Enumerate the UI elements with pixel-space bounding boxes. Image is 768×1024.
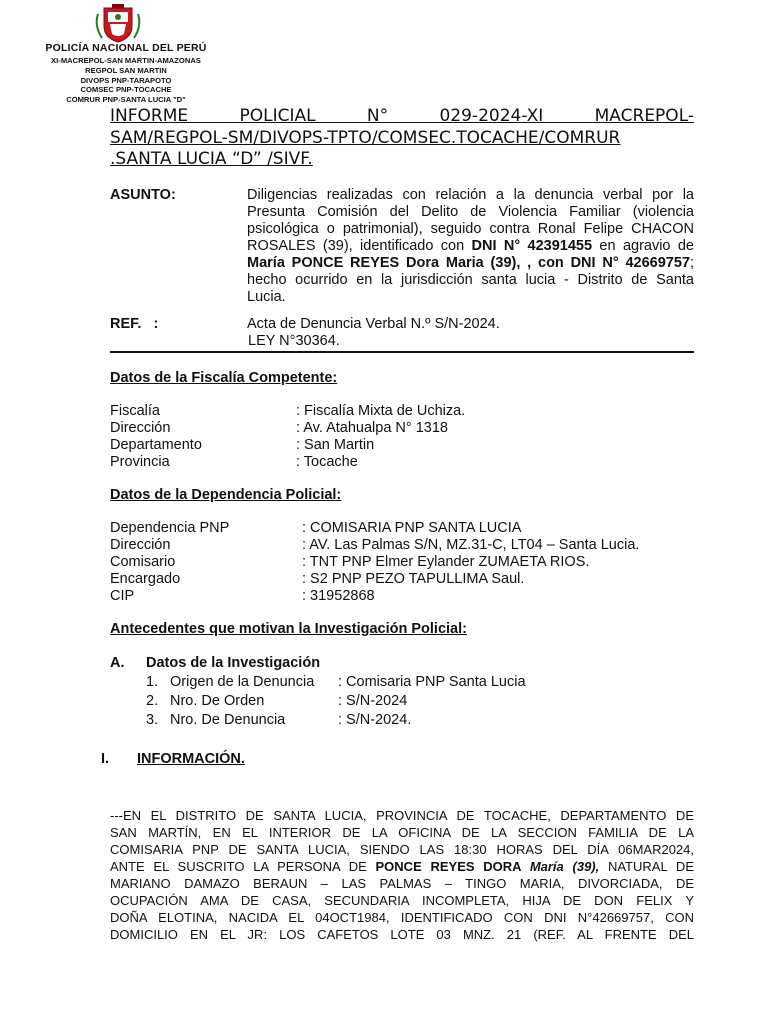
declarant-name: PONCE REYES DORA [375,859,530,874]
list-item [146,712,694,729]
unit-line: COMRUR PNP-SANTA LUCIA "D" [66,95,186,105]
item-number: 1. [146,674,159,690]
dependencia-section-title: Datos de la Dependencia Policial: [110,487,342,503]
antecedentes-section-title: Antecedentes que motivan la Investigación Policial: [110,621,467,637]
paragraph-line: DOÑA ELOTINA, NACIDA EL 04OCT1984, IDENTIFICADO CON DNI N°42669757, CON [110,910,694,925]
ref-text [247,316,694,350]
ref-line: LEY N°30364. [248,333,340,349]
fiscalia-row [110,403,670,420]
unit-line: REGPOL SAN MARTIN [85,65,167,75]
asunto-line [247,255,694,272]
report-title [110,106,694,171]
paragraph-line: ---EN EL DISTRITO DE SANTA LUCIA, PROVINCIA DE TOCACHE, DEPARTAMENTO DE [110,808,694,823]
item-key: Nro. De Orden [170,693,265,709]
row-value: : Tocache [296,454,358,470]
list-item [146,674,694,691]
asunto-text-part: ; [689,255,694,271]
item-value: : S/N-2024. [338,712,412,728]
asunto-line: Presunta Comisión del Delito de Violencia Familiar (violencia [247,204,694,220]
asunto-line: hecho ocurrido en la jurisdicción santa lucia - Distrito de Santa [247,272,694,288]
list-item [146,693,694,710]
row-value: : S2 PNP PEZO TAPULLIMA Saul. [302,571,525,587]
paragraph-line: OCUPACIÓN AMA DE CASA, SECUNDARIA INCOMPLETA, HIJA DE DON FELIX Y [110,893,694,908]
ref-line: Acta de Denuncia Verbal N.º S/N-2024. [247,316,500,332]
dependencia-row [110,554,694,571]
dependencia-row [110,571,694,588]
item-value: : S/N-2024 [338,693,408,709]
row-value: : COMISARIA PNP SANTA LUCIA [302,520,522,536]
item-number: 2. [146,693,159,709]
row-value: : 31952868 [302,588,375,604]
asunto-line: Lucia. [247,289,286,305]
asunto-text-part: ROSALES (39), identificado con [247,238,472,254]
row-value: : AV. Las Palmas S/N, MZ.31-C, LT04 – Santa Lucia. [302,537,640,553]
dependencia-row [110,520,694,537]
police-org-name: POLICÍA NACIONAL DEL PERÚ [45,42,207,54]
unit-line: XI-MACREPOL-SAN MARTIN-AMAZONAS [51,56,201,65]
dependencia-row [110,537,694,554]
asunto-line [247,238,694,255]
dependencia-table [110,520,694,605]
row-value: : TNT PNP Elmer Eylander ZUMAETA RIOS. [302,554,590,570]
row-key: Dirección [110,420,171,436]
paragraph-line: SAN MARTÍN, EN EL INTERIOR DE LA OFICINA DE LA SECCION FAMILIA DE LA [110,825,694,840]
item-value: : Comisaria PNP Santa Lucia [338,674,526,690]
paragraph-line: COMISARIA PNP DE SANTA LUCIA, SIENDO LAS 18:30 HORAS DEL DÍA 06MAR2024, [110,842,694,857]
row-value: : Av. Atahualpa N° 1318 [296,420,448,436]
row-key: Dependencia PNP [110,520,230,536]
asunto-text [247,187,694,306]
title-line: INFORME POLICIAL N° 029-2024-XI MACREPOL- [110,106,694,126]
subsection-marker: A. [110,655,125,671]
paragraph-text-part: ANTE EL SUSCRITO LA PERSONA DE [110,859,376,874]
dependencia-row [110,588,694,605]
row-key: Provincia [110,454,170,470]
section-marker: I. [101,751,110,767]
investigation-list [146,674,694,729]
item-key: Origen de la Denuncia [170,674,315,690]
asunto-line: Diligencias realizadas con relación a la denuncia verbal por la [247,187,694,203]
item-number: 3. [146,712,159,728]
fiscalia-section-title: Datos de la Fiscalía Competente: [110,370,338,386]
fiscalia-row [110,420,670,437]
informacion-section-title: INFORMACIÓN. [137,751,245,767]
asunto-line: psicológica o patrimonial), seguido contra Ronal Felipe CHACON [247,221,694,237]
paragraph-line [110,858,694,875]
row-key: Departamento [110,437,202,453]
item-key: Nro. De Denuncia [170,712,286,728]
row-key: Comisario [110,554,176,570]
unit-line: COMSEC PNP-TOCACHE [80,85,172,95]
accused-dni: DNI N° 42391455 [471,238,593,254]
unit-line: DIVOPS PNP-TARAPOTO [80,75,172,85]
fiscalia-row [110,454,670,471]
paragraph-line: DOMICILIO EN EL JR: LOS CAFETOS LOTE 03 MNZ. 21 (REF. AL FRENTE DEL [110,927,694,942]
informacion-paragraph [110,807,694,943]
row-key: Fiscalía [110,403,160,419]
row-value: : Fiscalía Mixta de Uchiza. [296,403,466,419]
coat-of-arms-icon [94,4,142,44]
title-line: .SANTA LUCIA “D” /SIVF. [110,149,313,169]
asunto-label: ASUNTO: [110,187,176,203]
row-key: CIP [110,588,135,604]
asunto-text-part: en agravio de [592,238,694,254]
fiscalia-row [110,437,670,454]
title-line: SAM/REGPOL-SM/DIVOPS-TPTO/COMSEC.TOCACHE/COMRUR [110,127,621,148]
investigation-data-title: Datos de la Investigación [146,655,321,671]
unit-hierarchy [22,56,230,105]
row-key: Encargado [110,571,181,587]
paragraph-line: MARIANO DAMAZO BERAUN – LAS PALMAS – TINGO MARIA, DIVORCIADA, DE [110,876,694,891]
paragraph-text-part: NATURAL DE [599,859,694,874]
victim-name-dni: María PONCE REYES Dora Maria (39), , con DNI N° 42669757 [247,255,690,271]
row-key: Dirección [110,537,171,553]
fiscalia-table [110,403,670,471]
declarant-given-name: María (39), [529,859,600,874]
ref-label: REF. : [110,316,159,332]
divider [110,351,694,353]
row-value: : San Martin [296,437,375,453]
